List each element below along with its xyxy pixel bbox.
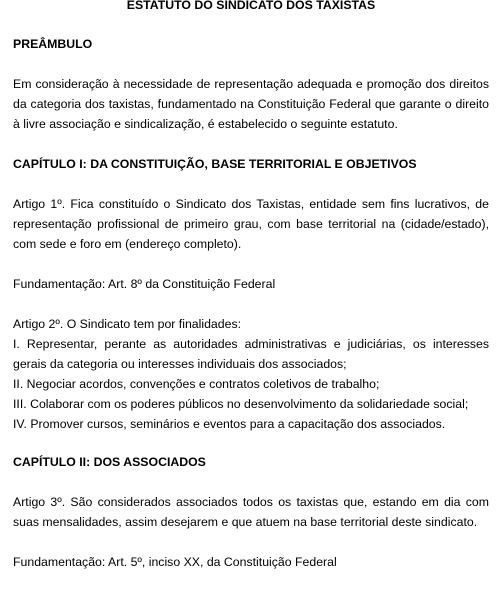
preamble-heading: PREÂMBULO (13, 37, 93, 51)
article1-basis: Fundamentação: Art. 8º da Constituição Federal (13, 277, 276, 291)
article2-item: III. Colaborar com os poderes públicos no desenvolvimento da solidariedade social; (13, 397, 469, 411)
chapter2-heading: CAPÍTULO II: DOS ASSOCIADOS (13, 455, 206, 469)
article2-item: IV. Promover cursos, seminários e eventos para a capacitação dos associados. (13, 417, 446, 431)
document-title: ESTATUTO DO SINDICATO DOS TAXISTAS (126, 0, 376, 12)
article2-item: II. Negociar acordos, convenções e contratos coletivos de trabalho; (13, 377, 380, 391)
chapter1-heading: CAPÍTULO I: DA CONSTITUIÇÃO, BASE TERRITORIAL E OBJETIVOS (13, 157, 417, 171)
article2-item: I. Representar, perante as autoridades administrativas e judiciárias, os interesses gerais da categoria ou interesses individuais dos associados; (13, 337, 489, 371)
preamble-text: Em consideração à necessidade de representação adequada e promoção dos direitos da categoria dos taxistas, fundamentado na Constituição Federal que garante o direito à livre associação e sindicalização, é estabelecido o seguinte estatuto. (13, 77, 489, 131)
article3-text: Artigo 3º. São considerados associados todos os taxistas que, estando em dia com suas mensalidades, assim desejarem e que atuem na base territorial deste sindicato. (13, 495, 489, 529)
article3-basis: Fundamentação: Art. 5º, inciso XX, da Constituição Federal (13, 555, 337, 569)
article2-intro: Artigo 2º. O Sindicato tem por finalidades: (13, 317, 242, 331)
article1-text: Artigo 1º. Fica constituído o Sindicato dos Taxistas, entidade sem fins lucrativos, de representação profissional de primeiro grau, com base territorial na (cidade/estado), com sede e foro em (endereço completo). (13, 197, 489, 251)
